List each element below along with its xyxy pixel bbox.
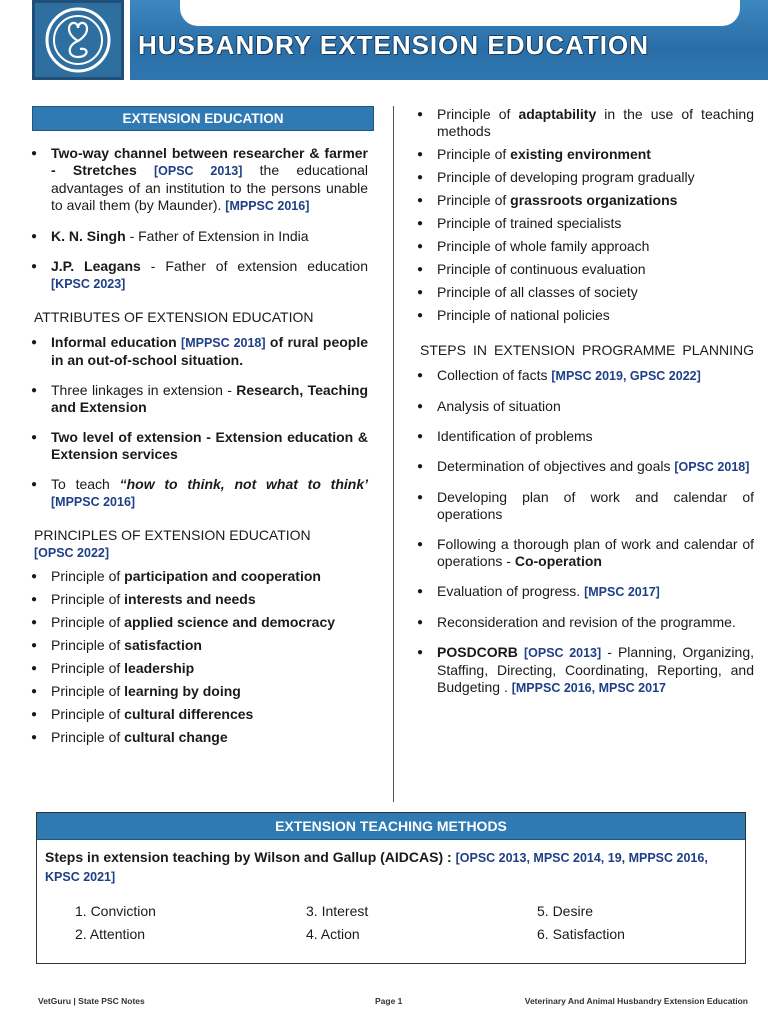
list-item: ● Evaluation of progress. [MPSC 2017]: [416, 583, 754, 601]
vet-logo-icon: [43, 5, 113, 75]
aidcas-step: 2. Attention: [75, 926, 146, 942]
list-item: ● Principle of adaptability in the use of teaching methods: [416, 106, 754, 140]
footer-right: Veterinary And Animal Husbandry Extension Education: [524, 996, 748, 1006]
list-item: ● Two level of extension - Extension education & Extension services: [30, 429, 368, 463]
steps-heading: STEPS IN EXTENSION PROGRAMME PLANNING: [420, 342, 754, 358]
left-column: [30, 106, 368, 752]
intro-list: [30, 145, 368, 293]
list-item: ● Principle of applied science and democracy: [30, 614, 368, 631]
list-item: ● Identification of problems: [416, 428, 754, 445]
footer-page-number: Page 1: [375, 996, 403, 1006]
list-item: ● Principle of continuous evaluation: [416, 261, 754, 278]
list-item: ● Collection of facts [MPSC 2019, GPSC 2022]: [416, 367, 754, 385]
principles-heading: PRINCIPLES OF EXTENSION EDUCATION: [34, 527, 311, 543]
steps-list: [416, 367, 754, 697]
list-item: ● POSDCORB [OPSC 2013] - Planning, Organizing, Staffing, Directing, Coordinating, Reporting, and Budgeting . [MPPSC 2016, MPSC 2017: [416, 644, 754, 697]
list-item: ● Principle of existing environment: [416, 146, 754, 163]
list-item: ● Principle of whole family approach: [416, 238, 754, 255]
aidcas-intro: Steps in extension teaching by Wilson and Gallup (AIDCAS) : [OPSC 2013, MPSC 2014, 19, MPPSC 2016, KPSC 2021]: [45, 849, 708, 884]
list-item: ● Principle of all classes of society: [416, 284, 754, 301]
list-item: ● Principle of cultural differences: [30, 706, 368, 723]
aidcas-step: 4. Action: [306, 926, 360, 942]
aidcas-step: 1. Conviction: [75, 903, 156, 919]
list-item: ● Principle of national policies: [416, 307, 754, 324]
list-item: ● Principle of leadership: [30, 660, 368, 677]
page-title: HUSBANDRY EXTENSION EDUCATION: [138, 30, 650, 60]
page-header: [0, 0, 768, 88]
column-divider: [393, 106, 394, 802]
principles-list-left: [30, 568, 368, 746]
list-item: ● Developing plan of work and calendar of operations: [416, 489, 754, 523]
right-column: [416, 106, 754, 710]
list-item: ● Principle of participation and cooperation: [30, 568, 368, 585]
list-item: ● J.P. Leagans - Father of extension education [KPSC 2023]: [30, 258, 368, 293]
list-item: ● Principle of learning by doing: [30, 683, 368, 700]
aidcas-step: 6. Satisfaction: [537, 926, 625, 942]
list-item: ● Principle of developing program gradually: [416, 169, 754, 186]
list-item: ● Three linkages in extension - Research, Teaching and Extension: [30, 382, 368, 416]
list-item: ● Principle of satisfaction: [30, 637, 368, 654]
list-item: ● Following a thorough plan of work and calendar of operations - Co-operation: [416, 536, 754, 570]
list-item: ● Two-way channel between researcher & farmer - Stretches [OPSC 2013] the educational advantages of an institution to the persons unable to avail them (by Maunder). [MPPSC 2016]: [30, 145, 368, 215]
list-item: ● To teach “how to think, not what to think’ [MPPSC 2016]: [30, 476, 368, 511]
logo: [32, 0, 124, 80]
teaching-methods-banner: EXTENSION TEACHING METHODS: [37, 813, 745, 840]
principles-list-right: [416, 106, 754, 324]
aidcas-steps: [75, 903, 715, 953]
footer-left: VetGuru | State PSC Notes: [38, 996, 145, 1006]
aidcas-step: 5. Desire: [537, 903, 594, 919]
extension-education-banner: EXTENSION EDUCATION: [32, 106, 374, 131]
list-item: ● Principle of cultural change: [30, 729, 368, 746]
attributes-list: [30, 334, 368, 511]
attributes-heading: ATTRIBUTES OF EXTENSION EDUCATION: [34, 309, 314, 325]
aidcas-step: 3. Interest: [306, 903, 369, 919]
list-item: ● Principle of trained specialists: [416, 215, 754, 232]
list-item: ● Analysis of situation: [416, 398, 754, 415]
list-item: ● Determination of objectives and goals [OPSC 2018]: [416, 458, 754, 476]
list-item: ● Principle of grassroots organizations: [416, 192, 754, 209]
list-item: ● Reconsideration and revision of the programme.: [416, 614, 754, 631]
list-item: ● Informal education [MPPSC 2018] of rural people in an out-of-school situation.: [30, 334, 368, 369]
list-item: ● K. N. Singh - Father of Extension in India: [30, 228, 368, 245]
teaching-methods-box: [36, 812, 746, 964]
list-item: ● Principle of interests and needs: [30, 591, 368, 608]
principles-ref: [OPSC 2022]: [34, 546, 110, 560]
